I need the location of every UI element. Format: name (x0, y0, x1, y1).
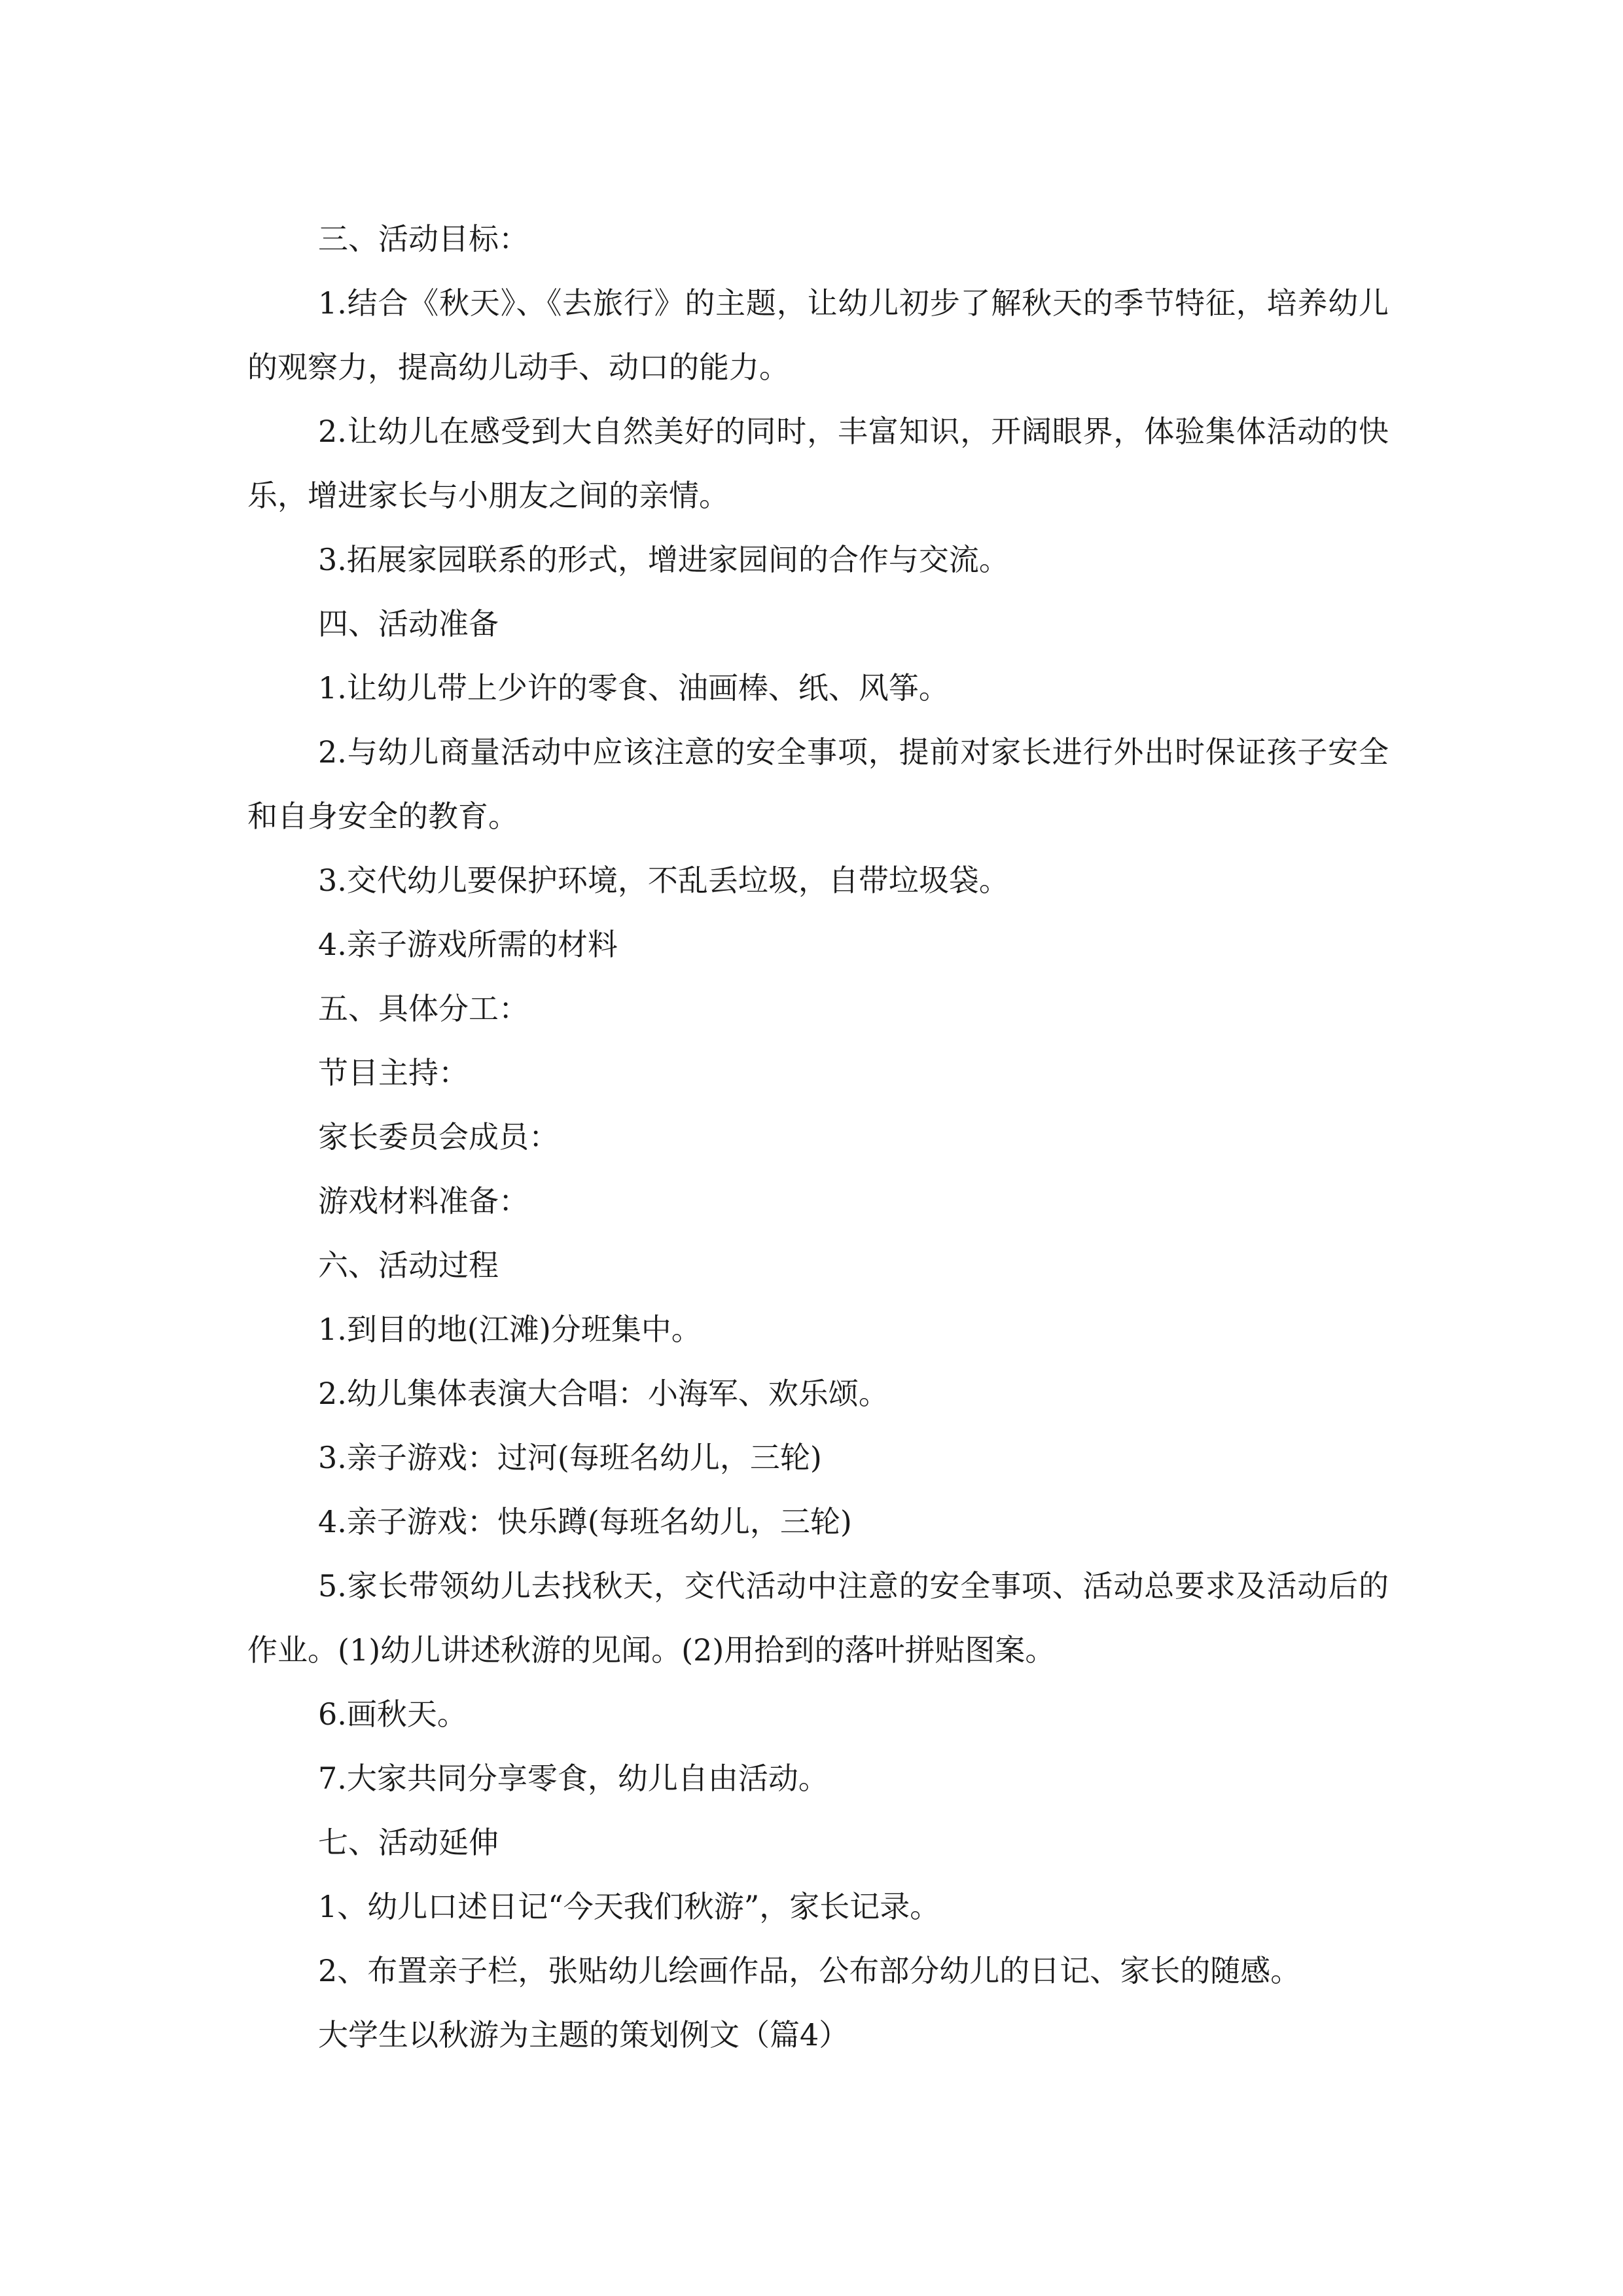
division-materials: 游戏材料准备： (318, 1183, 529, 1219)
process-item-5: 5.家长带领幼儿去找秋天，交代活动中注意的安全事项、活动总要求及活动后的作业。(1)幼儿讲述秋游的见闻。(2)用拾到的落叶拼贴图案。 (247, 1568, 1389, 1668)
section-heading-process: 六、活动过程 (318, 1247, 499, 1283)
preparation-item-4: 4.亲子游戏所需的材料 (318, 927, 618, 962)
process-item-3: 3.亲子游戏：过河(每班名幼儿，三轮) (318, 1440, 822, 1475)
division-host: 节目主持： (318, 1055, 469, 1090)
document-body (247, 207, 1389, 2067)
section-heading-preparation: 四、活动准备 (318, 606, 499, 641)
goal-item-2: 2.让幼儿在感受到大自然美好的同时，丰富知识，开阔眼界，体验集体活动的快乐，增进家长与小朋友之间的亲情。 (247, 414, 1389, 513)
section-heading-division: 五、具体分工： (318, 991, 529, 1026)
section-heading-extension: 七、活动延伸 (318, 1825, 499, 1860)
preparation-item-2: 2.与幼儿商量活动中应该注意的安全事项，提前对家长进行外出时保证孩子安全和自身安全的教育。 (247, 734, 1389, 834)
section-heading-goals: 三、活动目标： (318, 221, 529, 257)
extension-item-2: 2、布置亲子栏，张贴幼儿绘画作品，公布部分幼儿的日记、家长的随感。 (318, 1953, 1301, 1988)
process-item-1: 1.到目的地(江滩)分班集中。 (318, 1312, 702, 1347)
process-item-2: 2.幼儿集体表演大合唱：小海军、欢乐颂。 (318, 1376, 889, 1411)
preparation-item-3: 3.交代幼儿要保护环境，不乱丢垃圾，自带垃圾袋。 (318, 863, 1009, 898)
preparation-item-1: 1.让幼儿带上少许的零食、油画棒、纸、风筝。 (318, 670, 949, 706)
division-committee: 家长委员会成员： (318, 1119, 559, 1155)
goal-item-1: 1.结合《秋天》、《去旅行》的主题，让幼儿初步了解秋天的季节特征，培养幼儿的观察力，提高幼儿动手、动口的能力。 (247, 285, 1389, 385)
process-item-4: 4.亲子游戏：快乐蹲(每班名幼儿，三轮) (318, 1504, 852, 1539)
next-article-title: 大学生以秋游为主题的策划例文（篇4） (318, 2017, 849, 2053)
process-item-6: 6.画秋天。 (318, 1696, 467, 1732)
process-item-7: 7.大家共同分享零食，幼儿自由活动。 (318, 1761, 829, 1796)
extension-item-1: 1、幼儿口述日记“今天我们秋游”，家长记录。 (318, 1889, 940, 1924)
goal-item-3: 3.拓展家园联系的形式，增进家园间的合作与交流。 (318, 542, 1009, 577)
